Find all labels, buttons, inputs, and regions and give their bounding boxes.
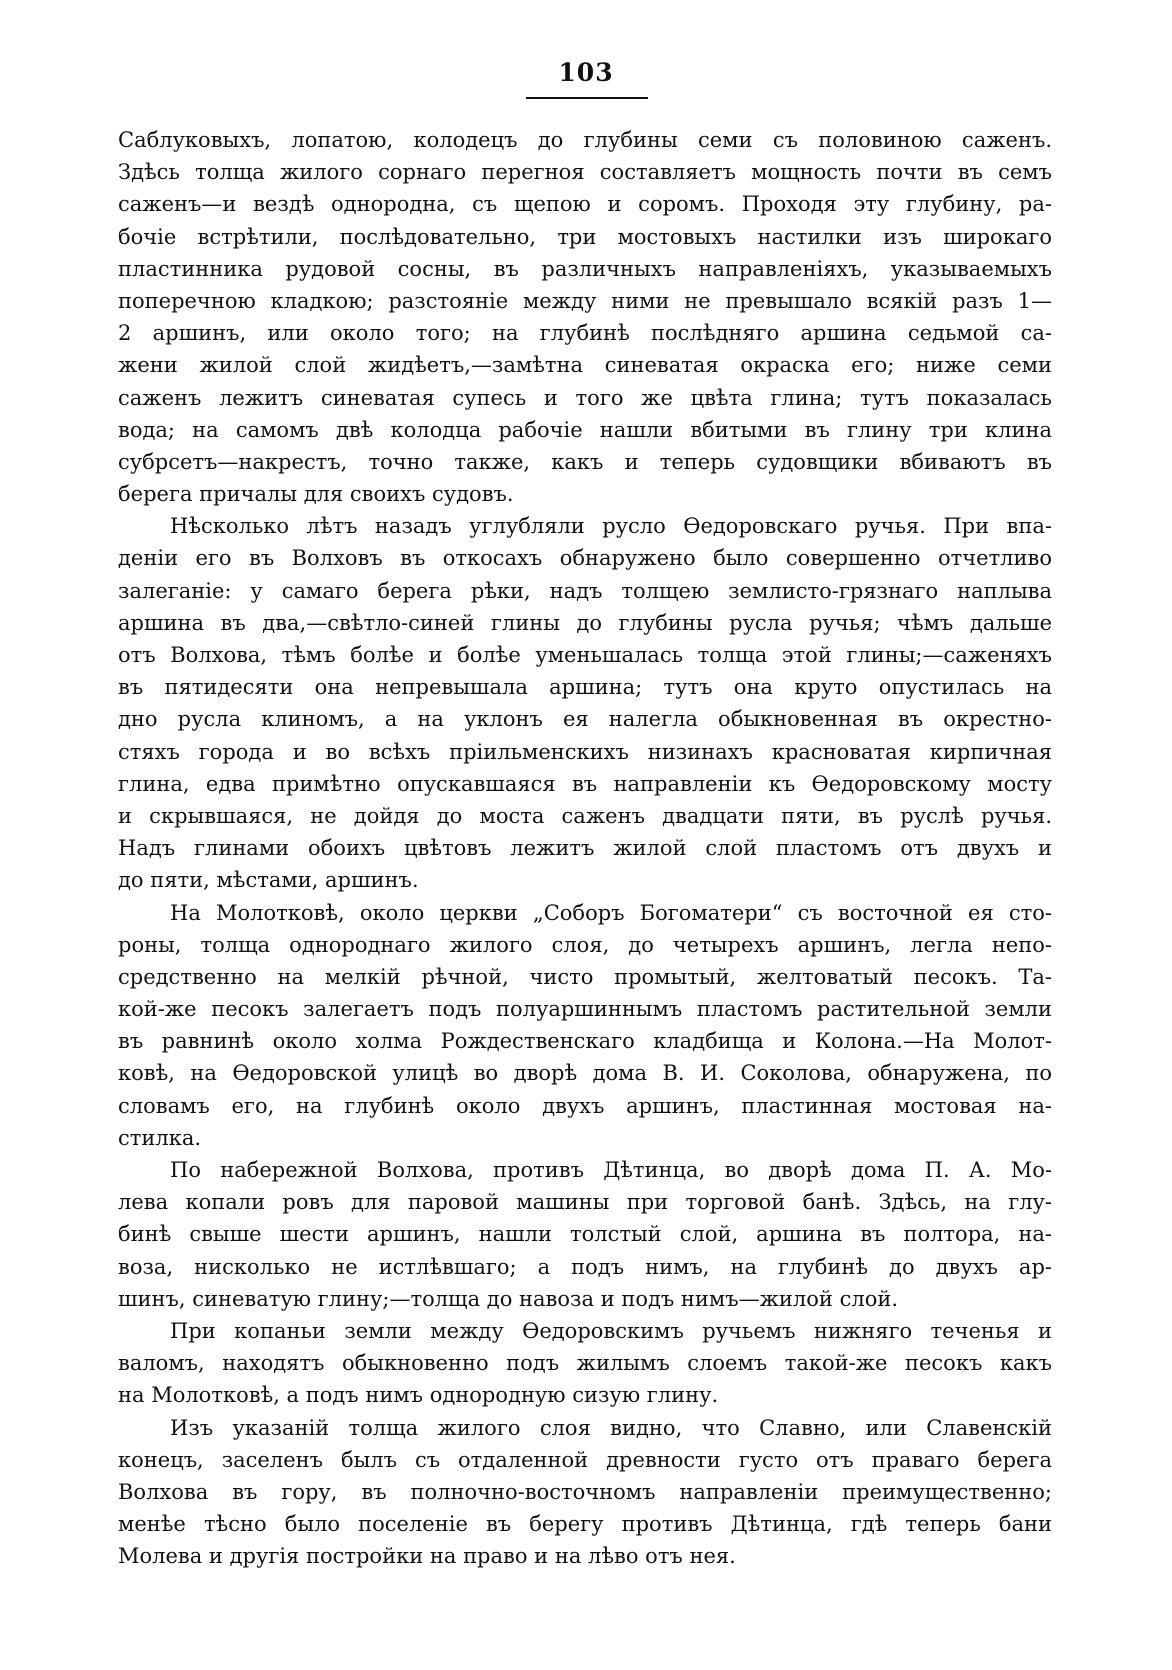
text-line: и скрывшаяся, не дойдя до моста саженъ двадцати пяти, въ руслѣ ручья.	[118, 803, 1052, 828]
text-line: стилка.	[118, 1125, 202, 1150]
text-line: пластинника рудовой сосны, въ различныхъ направленіяхъ, указываемыхъ	[118, 256, 1052, 281]
paragraph	[118, 897, 1052, 1155]
text-line: саженъ лежитъ синеватая супесь и того же цвѣта глина; тутъ показалась	[118, 385, 1052, 410]
paragraph	[118, 1315, 1052, 1412]
text-line: менѣе тѣсно было поселеніе въ берегу противъ Дѣтинца, гдѣ теперь бани	[118, 1512, 1052, 1537]
paragraph	[118, 1154, 1052, 1315]
text-line: жени жилой слой жидѣетъ,—замѣтна синеватая окраска его; ниже семи	[118, 353, 1052, 378]
text-line: При копаньи земли между Ѳедоровскимъ ручьемъ нижняго теченья и	[170, 1318, 1052, 1343]
text-line: вода; на самомъ двѣ колодца рабочіе нашли вбитыми въ глину три клина	[118, 417, 1052, 442]
text-line: конецъ, заселенъ былъ съ отдаленной древности густо отъ праваго берега	[118, 1447, 1052, 1472]
text-line: Волхова въ гору, въ полночно-восточномъ направленіи преимущественно;	[118, 1479, 1052, 1504]
text-line: Нѣсколько лѣтъ назадъ углубляли русло Ѳедоровскаго ручья. При впа-	[170, 514, 1052, 539]
paragraph	[118, 510, 1052, 896]
text-line: деніи его въ Волховъ въ откосахъ обнаружено было совершенно отчетливо	[118, 546, 1052, 571]
text-line: Изъ указаній толща жилого слоя видно, что Славно, или Славенскій	[170, 1415, 1052, 1440]
text-line: глина, едва примѣтно опускавшаяся въ направленіи къ Ѳедоровскому мосту	[118, 771, 1052, 796]
text-line: въ равнинѣ около холма Рождественскаго кладбища и Колона.—На Молот-	[118, 1029, 1052, 1054]
text-line: По набережной Волхова, противъ Дѣтинца, во дворѣ дома П. А. Мо-	[170, 1158, 1052, 1182]
text-line: аршина въ два,—свѣтло-синей глины до глубины русла ручья; чѣмъ дальше	[118, 610, 1052, 635]
page-number-rule	[526, 97, 648, 99]
paragraph	[118, 124, 1052, 510]
text-line: залеганіе: у самаго берега рѣки, надъ толщею землисто-грязнаго наплыва	[118, 578, 1052, 603]
text-line: стяхъ города и во всѣхъ пріильменскихъ низинахъ красноватая кирпичная	[118, 739, 1052, 764]
paragraph	[118, 1412, 1052, 1573]
text-line: въ пятидесяти она непревышала аршина; тутъ она круто опустилась на	[118, 675, 1052, 700]
text-line: Здѣсь толща жилого сорнаго перегноя составляетъ мощность почти въ семъ	[118, 160, 1052, 185]
text-line: бинѣ свыше шести аршинъ, нашли толстый слой, аршина въ полтора, на-	[118, 1222, 1052, 1247]
text-line: Саблуковыхъ, лопатою, колодецъ до глубины семи съ половиною саженъ.	[118, 128, 1052, 152]
text-line: до пяти, мѣстами, аршинъ.	[118, 868, 419, 893]
text-line: саженъ—и вездѣ однородна, съ щепою и соромъ. Проходя эту глубину, ра-	[118, 192, 1052, 217]
text-line: словамъ его, на глубинѣ около двухъ аршинъ, пластинная мостовая на-	[118, 1093, 1052, 1118]
text-line: шинъ, синеватую глину;—толща до навоза и подъ нимъ—жилой слой.	[118, 1286, 899, 1311]
text-line: валомъ, находятъ обыкновенно подъ жилымъ слоемъ такой-же песокъ какъ	[118, 1351, 1052, 1376]
text-line: Молева и другія постройки на право и на лѣво отъ нея.	[118, 1544, 736, 1569]
text-line: 2 аршинъ, или около того; на глубинѣ послѣдняго аршина седьмой са-	[118, 321, 1052, 346]
text-line: роны, толща однороднаго жилого слоя, до четырехъ аршинъ, легла непо-	[118, 932, 1052, 957]
text-line: поперечною кладкою; разстояніе между ними не превышало всякій разъ 1—	[118, 288, 1052, 313]
page-number: 103	[558, 58, 614, 87]
text-line: отъ Волхова, тѣмъ болѣе и болѣе уменьшалась толща этой глины;—саженяхъ	[118, 643, 1052, 667]
text-body	[118, 124, 1052, 1572]
text-line: дно русла клиномъ, а на уклонъ ея налегла обыкновенная въ окрестно-	[118, 707, 1052, 732]
text-line: субрсетъ—накрестъ, точно также, какъ и теперь судовщики вбиваютъ въ	[118, 449, 1052, 474]
text-line: ковѣ, на Ѳедоровской улицѣ во дворѣ дома В. И. Соколова, обнаружена, по	[118, 1061, 1052, 1086]
text-line: лева копали ровъ для паровой машины при торговой банѣ. Здѣсь, на глу-	[118, 1190, 1052, 1215]
text-line: Надъ глинами обоихъ цвѣтовъ лежитъ жилой слой пластомъ отъ двухъ и	[118, 836, 1052, 861]
text-line: средственно на мелкій рѣчной, чисто промытый, желтоватый песокъ. Та-	[118, 964, 1052, 989]
text-line: кой-же песокъ залегаетъ подъ полуаршиннымъ пластомъ растительной земли	[118, 997, 1052, 1022]
text-line: на Молотковѣ, а подъ нимъ однородную сизую глину.	[118, 1383, 719, 1408]
text-line: воза, нисколько не истлѣвшаго; а подъ нимъ, на глубинѣ до двухъ ар-	[118, 1254, 1052, 1279]
text-line: На Молотковѣ, около церкви „Соборъ Богоматери“ съ восточной ея сто-	[170, 900, 1052, 925]
text-line: бочіе встрѣтили, послѣдовательно, три мостовыхъ настилки изъ широкаго	[118, 224, 1052, 249]
text-line: берега причалы для своихъ судовъ.	[118, 482, 514, 507]
